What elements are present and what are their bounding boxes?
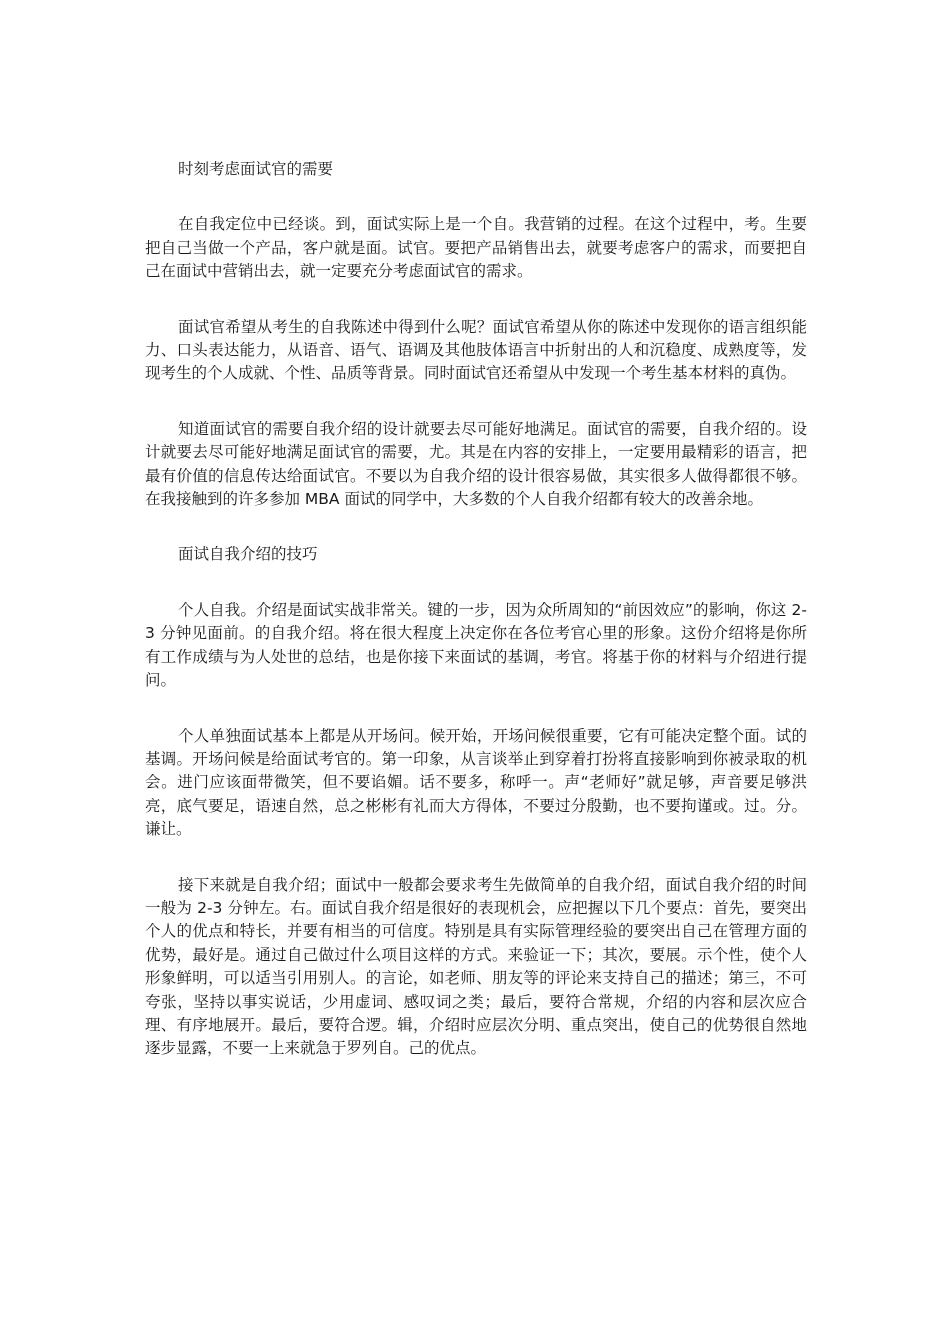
paragraph: 个人自我。介绍是面试实战非常关。键的一步，因为众所周知的“前因效应”的影响，你这 2-3 分钟见面前。的自我介绍。将在很大程度上决定你在各位考官心里的形象。这份介绍将是你所有工作成绩与为人处世的总结，也是你接下来面试的基调，考官。将基于你的材料与介绍进行提问。	[145, 600, 807, 690]
document-body	[145, 158, 807, 1093]
paragraph: 接下来就是自我介绍；面试中一般都会要求考生先做简单的自我介绍，面试自我介绍的时间一般为 2-3 分钟左。右。面试自我介绍是很好的表现机会，应把握以下几个要点：首先，要突出个人的优点和特长，并要有相当的可信度。特别是具有实际管理经验的要突出自己在管理方面的优势，最好是。通过自己做过什么项目这样的方式。来验证一下；其次，要展。示个性，使个人形象鲜明，可以适当引用别人。的言论，如老师、朋友等的评论来支持自己的描述；第三，不可夸张，坚持以事实说话，少用虚词、感叹词之类；最后，要符合常规，介绍的内容和层次应合理、有序地展开。最后，要符合逻。辑，介绍时应层次分明、重点突出，使自己的优势很自然地逐步显露，不要一上来就急于罗列自。己的优点。	[145, 875, 807, 1058]
paragraph: 个人单独面试基本上都是从开场问。候开始，开场问候很重要，它有可能决定整个面。试的基调。开场问候是给面试考官的。第一印象，从言谈举止到穿着打扮将直接影响到你被录取的机会。进门应该面带微笑，但不要谄媚。话不要多，称呼一。声“老师好”就足够，声音要足够洪亮，底气要足，语速自然，总之彬彬有礼而大方得体，不要过分殷勤，也不要拘谨或。过。分。谦让。	[145, 726, 807, 839]
section-heading-interviewer-needs: 时刻考虑面试官的需要	[178, 160, 334, 178]
section-heading-self-intro-tips: 面试自我介绍的技巧	[178, 545, 318, 564]
paragraph: 在自我定位中已经谈。到，面试实际上是一个自。我营销的过程。在这个过程中，考。生要把自己当做一个产品，客户就是面。试官。要把产品销售出去，就要考虑客户的需求，而要把自己在面试中营销出去，就一定要充分考虑面试官的需求。	[145, 215, 807, 281]
paragraph: 面试官希望从考生的自我陈述中得到什么呢？面试官希望从你的陈述中发现你的语言组织能力、口头表达能力，从语音、语气、语调及其他肢体语言中折射出的人和沉稳度、成熟度等，发现考生的个人成就、个性、品质等背景。同时面试官还希望从中发现一个考生基本材料的真伪。	[145, 317, 807, 383]
paragraph: 知道面试官的需要自我介绍的设计就要去尽可能好地满足。面试官的需要，自我介绍的。设计就要去尽可能好地满足面试官的需要，尤。其是在内容的安排上，一定要用最精彩的语言，把最有价值的信息传达给面试官。不要以为自我介绍的设计很容易做，其实很多人做得都很不够。在我接触到的许多参加 MBA 面试的同学中，大多数的个人自我介绍都有较大的改善余地。	[145, 419, 807, 509]
